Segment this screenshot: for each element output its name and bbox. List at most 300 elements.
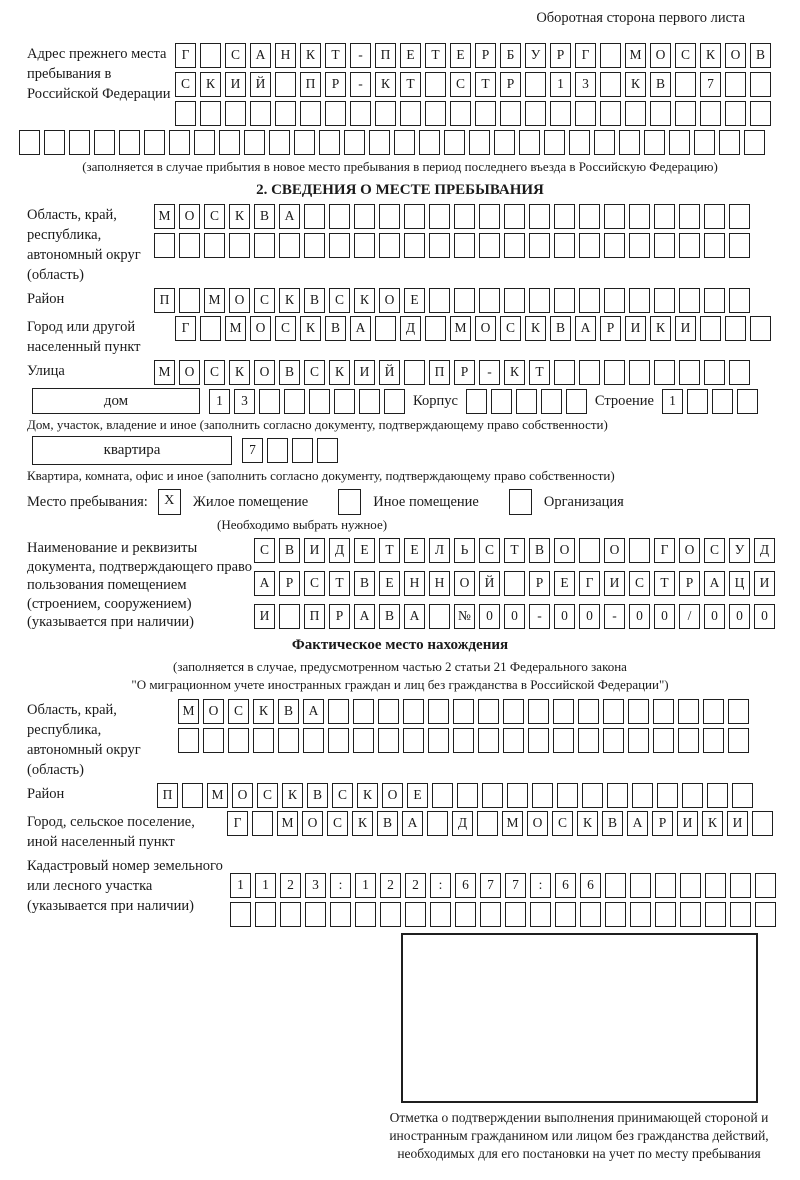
char-box[interactable] — [300, 101, 321, 126]
char-box[interactable]: Е — [379, 571, 400, 596]
char-box[interactable] — [604, 360, 625, 385]
char-box[interactable]: 2 — [380, 873, 401, 898]
char-box[interactable] — [353, 699, 374, 724]
char-box[interactable] — [280, 902, 301, 927]
char-box[interactable] — [354, 204, 375, 229]
char-box[interactable] — [425, 101, 446, 126]
char-box[interactable] — [529, 233, 550, 258]
char-box[interactable]: С — [204, 204, 225, 229]
char-box[interactable] — [259, 389, 280, 414]
char-box[interactable]: М — [277, 811, 298, 836]
char-box[interactable]: П — [300, 72, 321, 97]
char-box[interactable] — [454, 204, 475, 229]
char-box[interactable]: 6 — [455, 873, 476, 898]
char-box[interactable] — [704, 288, 725, 313]
char-box[interactable] — [478, 699, 499, 724]
char-box[interactable] — [704, 360, 725, 385]
char-box[interactable]: 2 — [280, 873, 301, 898]
char-box[interactable] — [554, 288, 575, 313]
char-box[interactable] — [516, 389, 537, 414]
char-box[interactable] — [553, 728, 574, 753]
char-box[interactable] — [566, 389, 587, 414]
char-box[interactable]: М — [225, 316, 246, 341]
char-box[interactable]: П — [375, 43, 396, 68]
char-box[interactable]: - — [479, 360, 500, 385]
char-box[interactable] — [379, 233, 400, 258]
char-box[interactable] — [305, 902, 326, 927]
char-box[interactable] — [737, 389, 758, 414]
checkbox-other-premises[interactable] — [338, 489, 361, 515]
char-box[interactable]: П — [429, 360, 450, 385]
char-box[interactable] — [477, 811, 498, 836]
char-box[interactable] — [250, 101, 271, 126]
char-box[interactable]: С — [175, 72, 196, 97]
char-box[interactable] — [700, 316, 721, 341]
char-box[interactable] — [729, 288, 750, 313]
char-box[interactable] — [630, 902, 651, 927]
char-box[interactable] — [669, 130, 690, 155]
char-box[interactable]: Ь — [454, 538, 475, 563]
char-box[interactable]: - — [350, 43, 371, 68]
char-box[interactable]: Й — [479, 571, 500, 596]
char-box[interactable] — [279, 604, 300, 629]
char-box[interactable]: И — [675, 316, 696, 341]
char-box[interactable]: О — [379, 288, 400, 313]
char-box[interactable]: - — [529, 604, 550, 629]
char-box[interactable] — [429, 233, 450, 258]
char-box[interactable] — [328, 699, 349, 724]
char-box[interactable]: Т — [400, 72, 421, 97]
char-box[interactable]: П — [154, 288, 175, 313]
char-box[interactable]: Р — [500, 72, 521, 97]
char-box[interactable] — [394, 130, 415, 155]
char-box[interactable] — [725, 101, 746, 126]
char-box[interactable] — [675, 72, 696, 97]
char-box[interactable]: К — [229, 204, 250, 229]
char-box[interactable] — [429, 604, 450, 629]
char-box[interactable] — [700, 101, 721, 126]
char-box[interactable]: Д — [400, 316, 421, 341]
char-box[interactable]: Е — [450, 43, 471, 68]
char-box[interactable] — [607, 783, 628, 808]
char-box[interactable] — [557, 783, 578, 808]
char-box[interactable]: П — [157, 783, 178, 808]
char-box[interactable]: И — [254, 604, 275, 629]
char-box[interactable] — [578, 728, 599, 753]
char-box[interactable]: К — [200, 72, 221, 97]
char-box[interactable]: П — [304, 604, 325, 629]
char-box[interactable] — [178, 728, 199, 753]
char-box[interactable] — [404, 233, 425, 258]
char-box[interactable]: М — [178, 699, 199, 724]
char-box[interactable]: № — [454, 604, 475, 629]
char-box[interactable] — [507, 783, 528, 808]
char-box[interactable] — [600, 72, 621, 97]
char-box[interactable]: Г — [575, 43, 596, 68]
char-box[interactable] — [317, 438, 338, 463]
char-box[interactable] — [225, 101, 246, 126]
char-box[interactable]: А — [402, 811, 423, 836]
char-box[interactable]: Р — [475, 43, 496, 68]
char-box[interactable] — [554, 233, 575, 258]
char-box[interactable] — [729, 204, 750, 229]
char-box[interactable] — [679, 288, 700, 313]
char-box[interactable]: Н — [275, 43, 296, 68]
char-box[interactable]: О — [454, 571, 475, 596]
char-box[interactable]: В — [379, 604, 400, 629]
char-box[interactable] — [369, 130, 390, 155]
char-box[interactable]: И — [677, 811, 698, 836]
char-box[interactable] — [532, 783, 553, 808]
char-box[interactable]: Т — [654, 571, 675, 596]
char-box[interactable]: А — [354, 604, 375, 629]
char-box[interactable]: К — [700, 43, 721, 68]
char-box[interactable] — [687, 389, 708, 414]
char-box[interactable] — [267, 438, 288, 463]
char-box[interactable] — [629, 288, 650, 313]
char-box[interactable] — [475, 101, 496, 126]
char-box[interactable] — [528, 699, 549, 724]
char-box[interactable]: О — [179, 204, 200, 229]
char-box[interactable] — [675, 101, 696, 126]
char-box[interactable]: 6 — [555, 873, 576, 898]
char-box[interactable]: Е — [404, 288, 425, 313]
char-box[interactable]: О — [250, 316, 271, 341]
char-box[interactable]: В — [750, 43, 771, 68]
char-box[interactable]: Р — [529, 571, 550, 596]
char-box[interactable]: С — [479, 538, 500, 563]
char-box[interactable]: С — [304, 571, 325, 596]
char-box[interactable]: Т — [529, 360, 550, 385]
char-box[interactable]: Р — [550, 43, 571, 68]
char-box[interactable]: 0 — [629, 604, 650, 629]
char-box[interactable] — [550, 101, 571, 126]
char-box[interactable] — [378, 728, 399, 753]
char-box[interactable] — [619, 130, 640, 155]
char-box[interactable] — [654, 204, 675, 229]
char-box[interactable] — [454, 288, 475, 313]
char-box[interactable]: С — [257, 783, 278, 808]
char-box[interactable] — [503, 728, 524, 753]
char-box[interactable] — [428, 699, 449, 724]
char-box[interactable]: Т — [425, 43, 446, 68]
char-box[interactable] — [19, 130, 40, 155]
char-box[interactable]: 0 — [504, 604, 525, 629]
char-box[interactable]: - — [604, 604, 625, 629]
char-box[interactable]: В — [529, 538, 550, 563]
char-box[interactable]: К — [354, 288, 375, 313]
char-box[interactable]: К — [229, 360, 250, 385]
char-box[interactable]: О — [604, 538, 625, 563]
char-box[interactable] — [429, 288, 450, 313]
char-box[interactable]: В — [279, 360, 300, 385]
char-box[interactable] — [678, 728, 699, 753]
char-box[interactable] — [569, 130, 590, 155]
char-box[interactable] — [254, 233, 275, 258]
char-box[interactable]: Б — [500, 43, 521, 68]
char-box[interactable] — [200, 101, 221, 126]
char-box[interactable]: М — [450, 316, 471, 341]
char-box[interactable] — [253, 728, 274, 753]
char-box[interactable] — [544, 130, 565, 155]
char-box[interactable] — [275, 101, 296, 126]
char-box[interactable] — [580, 902, 601, 927]
char-box[interactable] — [750, 72, 771, 97]
char-box[interactable] — [525, 101, 546, 126]
char-box[interactable]: М — [625, 43, 646, 68]
char-box[interactable] — [359, 389, 380, 414]
char-box[interactable] — [144, 130, 165, 155]
char-box[interactable]: О — [232, 783, 253, 808]
char-box[interactable]: 3 — [305, 873, 326, 898]
char-box[interactable] — [541, 389, 562, 414]
char-box[interactable]: С — [225, 43, 246, 68]
char-box[interactable]: М — [502, 811, 523, 836]
char-box[interactable] — [154, 233, 175, 258]
char-box[interactable]: Р — [279, 571, 300, 596]
char-box[interactable] — [380, 902, 401, 927]
char-box[interactable]: М — [207, 783, 228, 808]
char-box[interactable]: Г — [579, 571, 600, 596]
char-box[interactable]: С — [327, 811, 348, 836]
char-box[interactable] — [450, 101, 471, 126]
house-type-box[interactable]: дом — [32, 388, 200, 414]
char-box[interactable] — [455, 902, 476, 927]
char-box[interactable] — [228, 728, 249, 753]
char-box[interactable]: О — [382, 783, 403, 808]
char-box[interactable] — [680, 902, 701, 927]
char-box[interactable] — [328, 728, 349, 753]
char-box[interactable] — [605, 902, 626, 927]
char-box[interactable]: К — [352, 811, 373, 836]
char-box[interactable]: Р — [600, 316, 621, 341]
char-box[interactable]: / — [679, 604, 700, 629]
char-box[interactable] — [682, 783, 703, 808]
char-box[interactable] — [219, 130, 240, 155]
char-box[interactable]: М — [154, 204, 175, 229]
char-box[interactable] — [203, 728, 224, 753]
char-box[interactable]: А — [627, 811, 648, 836]
char-box[interactable]: О — [725, 43, 746, 68]
char-box[interactable] — [755, 873, 776, 898]
char-box[interactable] — [554, 204, 575, 229]
char-box[interactable] — [454, 233, 475, 258]
char-box[interactable] — [528, 728, 549, 753]
char-box[interactable] — [654, 360, 675, 385]
char-box[interactable]: 0 — [654, 604, 675, 629]
char-box[interactable] — [655, 902, 676, 927]
char-box[interactable]: Т — [325, 43, 346, 68]
char-box[interactable] — [350, 101, 371, 126]
char-box[interactable] — [175, 101, 196, 126]
checkbox-organization[interactable] — [509, 489, 532, 515]
char-box[interactable] — [650, 101, 671, 126]
char-box[interactable] — [579, 233, 600, 258]
char-box[interactable] — [309, 389, 330, 414]
char-box[interactable] — [653, 699, 674, 724]
char-box[interactable] — [69, 130, 90, 155]
char-box[interactable] — [353, 728, 374, 753]
char-box[interactable] — [719, 130, 740, 155]
char-box[interactable] — [478, 728, 499, 753]
char-box[interactable]: К — [279, 288, 300, 313]
char-box[interactable] — [575, 101, 596, 126]
char-box[interactable] — [279, 233, 300, 258]
char-box[interactable]: И — [225, 72, 246, 97]
char-box[interactable] — [169, 130, 190, 155]
char-box[interactable]: Г — [227, 811, 248, 836]
char-box[interactable] — [730, 873, 751, 898]
char-box[interactable]: С — [675, 43, 696, 68]
char-box[interactable] — [479, 288, 500, 313]
char-box[interactable] — [444, 130, 465, 155]
char-box[interactable]: 0 — [479, 604, 500, 629]
char-box[interactable] — [94, 130, 115, 155]
char-box[interactable]: С — [204, 360, 225, 385]
char-box[interactable]: А — [704, 571, 725, 596]
char-box[interactable] — [728, 728, 749, 753]
char-box[interactable]: Е — [404, 538, 425, 563]
char-box[interactable] — [457, 783, 478, 808]
char-box[interactable] — [303, 728, 324, 753]
char-box[interactable]: О — [302, 811, 323, 836]
char-box[interactable]: 3 — [234, 389, 255, 414]
char-box[interactable] — [244, 130, 265, 155]
char-box[interactable] — [579, 360, 600, 385]
char-box[interactable]: 3 — [575, 72, 596, 97]
char-box[interactable] — [344, 130, 365, 155]
char-box[interactable] — [579, 538, 600, 563]
char-box[interactable]: 0 — [729, 604, 750, 629]
char-box[interactable] — [703, 699, 724, 724]
char-box[interactable] — [403, 699, 424, 724]
char-box[interactable]: : — [530, 873, 551, 898]
char-box[interactable] — [255, 902, 276, 927]
char-box[interactable]: С — [450, 72, 471, 97]
char-box[interactable]: И — [604, 571, 625, 596]
char-box[interactable] — [504, 204, 525, 229]
char-box[interactable]: Т — [379, 538, 400, 563]
char-box[interactable]: О — [229, 288, 250, 313]
char-box[interactable]: 6 — [580, 873, 601, 898]
char-box[interactable] — [504, 233, 525, 258]
char-box[interactable] — [555, 902, 576, 927]
char-box[interactable] — [629, 204, 650, 229]
char-box[interactable] — [427, 811, 448, 836]
char-box[interactable]: А — [404, 604, 425, 629]
char-box[interactable] — [378, 699, 399, 724]
char-box[interactable]: И — [354, 360, 375, 385]
char-box[interactable] — [482, 783, 503, 808]
char-box[interactable]: С — [329, 288, 350, 313]
char-box[interactable]: М — [154, 360, 175, 385]
char-box[interactable]: А — [279, 204, 300, 229]
char-box[interactable] — [704, 204, 725, 229]
char-box[interactable]: К — [504, 360, 525, 385]
char-box[interactable] — [678, 699, 699, 724]
char-box[interactable] — [553, 699, 574, 724]
char-box[interactable] — [654, 288, 675, 313]
char-box[interactable]: О — [475, 316, 496, 341]
char-box[interactable]: - — [350, 72, 371, 97]
char-box[interactable] — [730, 902, 751, 927]
char-box[interactable]: 1 — [255, 873, 276, 898]
char-box[interactable] — [629, 233, 650, 258]
char-box[interactable] — [230, 902, 251, 927]
char-box[interactable] — [750, 316, 771, 341]
char-box[interactable] — [384, 389, 405, 414]
char-box[interactable]: А — [350, 316, 371, 341]
char-box[interactable] — [292, 438, 313, 463]
char-box[interactable] — [554, 360, 575, 385]
char-box[interactable] — [479, 233, 500, 258]
char-box[interactable] — [294, 130, 315, 155]
char-box[interactable] — [728, 699, 749, 724]
char-box[interactable] — [657, 783, 678, 808]
apartment-type-box[interactable]: квартира — [32, 436, 232, 465]
char-box[interactable] — [579, 204, 600, 229]
char-box[interactable]: Н — [404, 571, 425, 596]
char-box[interactable]: В — [650, 72, 671, 97]
char-box[interactable]: У — [525, 43, 546, 68]
char-box[interactable] — [304, 233, 325, 258]
char-box[interactable] — [755, 902, 776, 927]
char-box[interactable] — [644, 130, 665, 155]
char-box[interactable]: В — [307, 783, 328, 808]
char-box[interactable]: В — [550, 316, 571, 341]
char-box[interactable] — [179, 233, 200, 258]
char-box[interactable]: С — [304, 360, 325, 385]
char-box[interactable] — [194, 130, 215, 155]
char-box[interactable] — [604, 233, 625, 258]
char-box[interactable]: О — [203, 699, 224, 724]
char-box[interactable]: Ц — [729, 571, 750, 596]
char-box[interactable]: К — [253, 699, 274, 724]
char-box[interactable] — [529, 204, 550, 229]
char-box[interactable]: 1 — [662, 389, 683, 414]
char-box[interactable]: В — [279, 538, 300, 563]
char-box[interactable]: К — [282, 783, 303, 808]
char-box[interactable]: О — [527, 811, 548, 836]
char-box[interactable] — [491, 389, 512, 414]
char-box[interactable]: И — [754, 571, 775, 596]
char-box[interactable] — [330, 902, 351, 927]
char-box[interactable]: У — [729, 538, 750, 563]
char-box[interactable] — [629, 538, 650, 563]
char-box[interactable] — [503, 699, 524, 724]
char-box[interactable] — [430, 902, 451, 927]
char-box[interactable]: С — [275, 316, 296, 341]
char-box[interactable] — [625, 101, 646, 126]
char-box[interactable] — [579, 288, 600, 313]
char-box[interactable] — [707, 783, 728, 808]
char-box[interactable]: В — [377, 811, 398, 836]
char-box[interactable]: : — [430, 873, 451, 898]
char-box[interactable] — [712, 389, 733, 414]
char-box[interactable] — [725, 72, 746, 97]
char-box[interactable] — [732, 783, 753, 808]
char-box[interactable] — [729, 233, 750, 258]
char-box[interactable]: В — [278, 699, 299, 724]
char-box[interactable]: С — [704, 538, 725, 563]
char-box[interactable]: С — [500, 316, 521, 341]
char-box[interactable] — [679, 204, 700, 229]
char-box[interactable] — [519, 130, 540, 155]
char-box[interactable] — [466, 389, 487, 414]
char-box[interactable] — [284, 389, 305, 414]
char-box[interactable] — [119, 130, 140, 155]
char-box[interactable] — [182, 783, 203, 808]
